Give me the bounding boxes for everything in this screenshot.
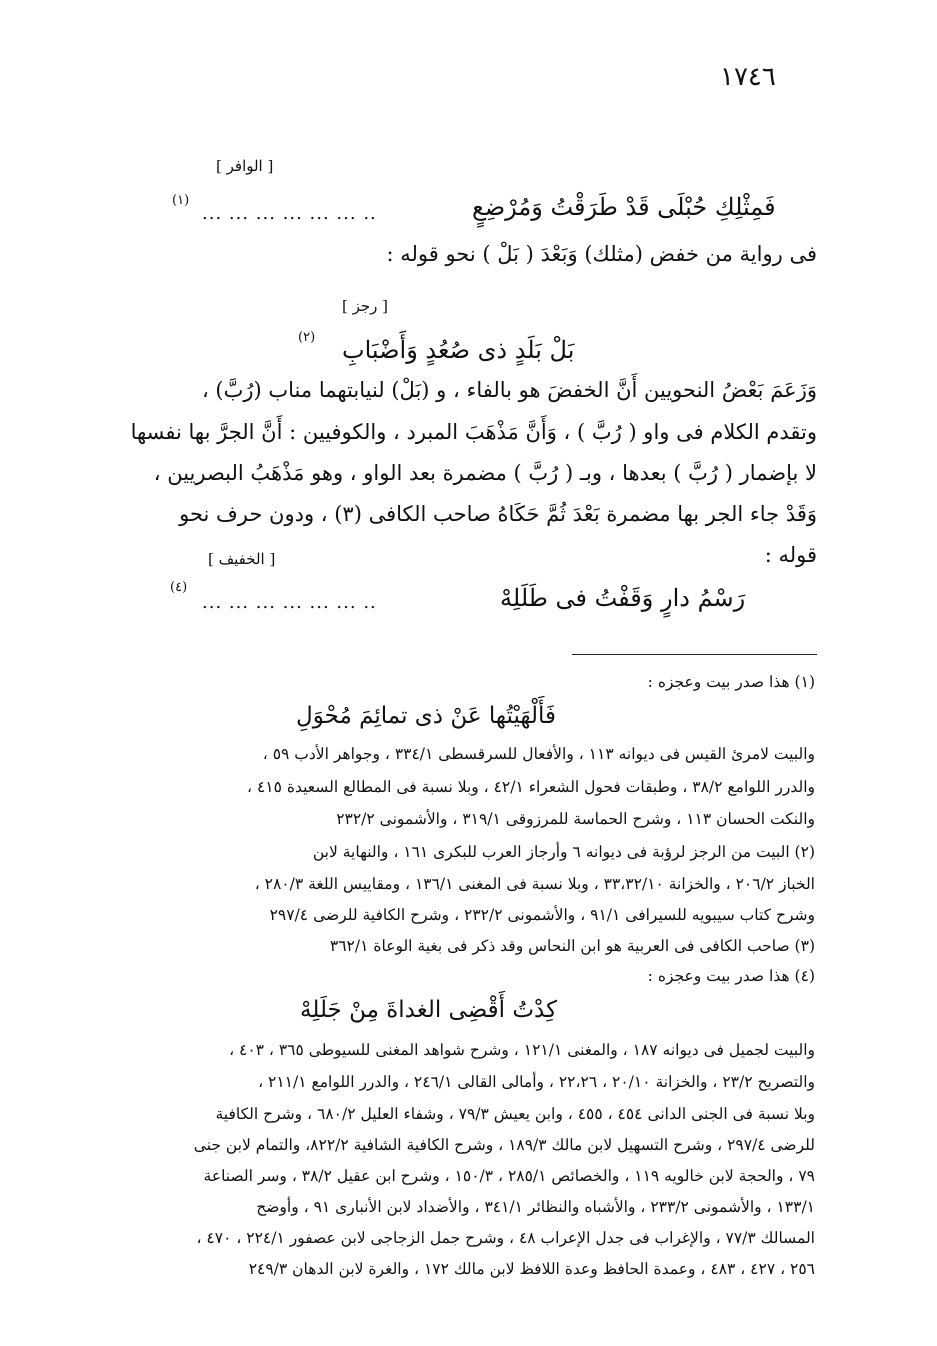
footnote-1-line: والدرر اللوامع ٣٨/٢ ، وطبقات فحول الشعراء ٤٢/١ ، وبلا نسبة فى المطالع السعيدة ٤١٥ ،: [247, 778, 815, 796]
footnote-4-line: وبلا نسبة فى الجنى الدانى ٤٥٤ ، ٤٥٥ ، وابن يعيش ٧٩/٣ ، وشفاء العليل ٦٨٠/٢ ، وشرح الكافية: [215, 1105, 815, 1123]
verse1-footnote-ref: (١): [172, 193, 190, 208]
footnote-2-line: وشرح كتاب سيبويه للسيرافى ٩١/١ ، والأشمونى ٢٣٢/٢ ، وشرح الكافية للرضى ٢٩٧/٤: [269, 906, 815, 924]
verse2-footnote-ref: (٢): [298, 330, 316, 345]
footnote-4-line: ١٣٣/١ ، والأشمونى ٢٣٣/٢ ، والأشباه والنظائر ٣٤١/١ ، والأضداد لابن الأنبارى ٩١ ، وأوضح: [256, 1198, 815, 1216]
footnote-1-line: والنكت الحسان ١١٣ ، وشرح الحماسة للمرزوقى ٣١٩/١ ، والأشمونى ٢٣٢/٢: [336, 810, 815, 828]
body-line-qawluhu: قوله :: [764, 543, 817, 567]
footnote-4-line: ٢٥٦ ، ٤٢٧ ، ٤٨٣ ، وعمدة الحافظ وعدة اللافظ لابن مالك ١٧٢ ، والغرة لابن الدهان ٢٤٩/٣: [248, 1260, 815, 1278]
footnote-4-line: المسالك ٧٧/٣ ، والإغراب فى جدل الإعراب ٤٨ ، وشرح جمل الزجاجى لابن عصفور ٢٢٤/١ ، ٤٧٠ ،: [196, 1229, 815, 1247]
footnote-1-line: والبيت لامرئ القيس فى ديوانه ١١٣ ، والأفعال للسرقسطى ٣٣٤/١ ، وجواهر الأدب ٥٩ ،: [262, 745, 815, 763]
footnote-2-line: الخباز ٢٠٦/٢ ، والخزانة ٣٣،٣٢/١٠ ، وبلا نسبة فى المغنى ١٣٦/١ ، ومقاييس اللغة ٢٨٠/٣ ،: [254, 875, 815, 893]
verse3-dots: ... ... ... ... ... ... ..: [202, 592, 377, 613]
footnote-4-line: والتصريح ٢٣/٢ ، والخزانة ٢٠/١٠ ، ٢٢،٢٦ ، وأمالى القالى ٢٤٦/١ ، والدرر اللوامع ٢١١/١ ،: [258, 1073, 815, 1091]
footnote-1-verse: فَأَلْهَيْتُها عَنْ ذى تمائِمَ مُحْوَلِ: [296, 703, 556, 729]
verse3-meter: [ الخفيف ]: [208, 550, 276, 568]
page-number: ١٧٤٦: [720, 62, 776, 92]
paragraph-line: وَقَدْ جاء الجر بها مضمرة بَعْدَ ثُمَّ حَكَاهُ صاحب الكافى (٣) ، ودون حرف نحو: [179, 502, 817, 526]
verse1-meter: [ الوافر ]: [216, 157, 274, 175]
body-line-rawaya: فى رواية من خفض (مثلك) وَبَعْدَ ( بَلْ ) نحو قوله :: [386, 242, 817, 266]
footnote-4-line: ٧٩ ، والحجة لابن خالويه ١١٩ ، والخصائص ٢٨٥/١ ، ١٥٠/٣ ، وشرح ابن عقيل ٣٨/٢ ، وسر الصناعة: [203, 1167, 815, 1185]
verse1-dots: ... ... ... ... ... ... ..: [202, 203, 377, 224]
footnote-separator: [572, 654, 817, 655]
footnote-4-intro: (٤) هذا صدر بيت وعجزه :: [647, 967, 815, 985]
verse3-text: رَسْمُ دارٍ وَقَفْتُ فى طَلَلِهْ: [500, 584, 746, 612]
footnote-4-verse: كِدْتُ أَقْضِى الغداةَ مِنْ جَلَلِهْ: [300, 997, 558, 1023]
paragraph-line: وتقدم الكلام فى واو ( رُبَّ ) ، وَأَنَّ مَذْهَبَ المبرد ، والكوفيين : أَنَّ الجرَّ بها نفسها: [130, 420, 817, 444]
verse2-text: بَلْ بَلَدٍ ذى صُعُدٍ وَأَضْبَابِ: [342, 336, 575, 364]
footnote-4-line: والبيت لجميل فى ديوانه ١٨٧ ، والمغنى ١٢١/١ ، وشرح شواهد المغنى للسيوطى ٣٦٥ ، ٤٠٣ ،: [229, 1041, 815, 1059]
verse2-meter: [ رجز ]: [342, 297, 389, 315]
paragraph-line: لا بإضمار ( رُبَّ ) بعدها ، وبـ ( رُبَّ ) مضمرة بعد الواو ، وهو مَذْهَبُ البصريين ،: [153, 461, 817, 485]
footnote-3: (٣) صاحب الكافى فى العربية هو ابن النحاس وقد ذكر فى بغية الوعاة ٣٦٢/١: [329, 937, 815, 955]
footnote-2-line: (٢) البيت من الرجز لرؤبة فى ديوانه ٦ وأرجاز العرب للبكرى ١٦١ ، والنهاية لابن: [312, 843, 815, 861]
verse1-text: فَمِثْلِكِ حُبْلَى قَدْ طَرَقْتُ وَمُرْضِعٍ: [472, 193, 776, 221]
paragraph-line: وَزَعَمَ بَعْضُ النحويين أَنَّ الخفضَ هو بالفاء ، و (بَلْ) لنيابتهما مناب (رُبَّ) ،: [201, 378, 817, 402]
footnote-1-intro: (١) هذا صدر بيت وعجزه :: [647, 673, 815, 691]
footnote-4-line: للرضى ٢٩٧/٤ ، وشرح التسهيل لابن مالك ١٨٩/٣ ، وشرح الكافية الشافية ٨٢٢/٢، والتمام لابن جنى: [193, 1136, 815, 1154]
verse3-footnote-ref: (٤): [170, 580, 188, 595]
